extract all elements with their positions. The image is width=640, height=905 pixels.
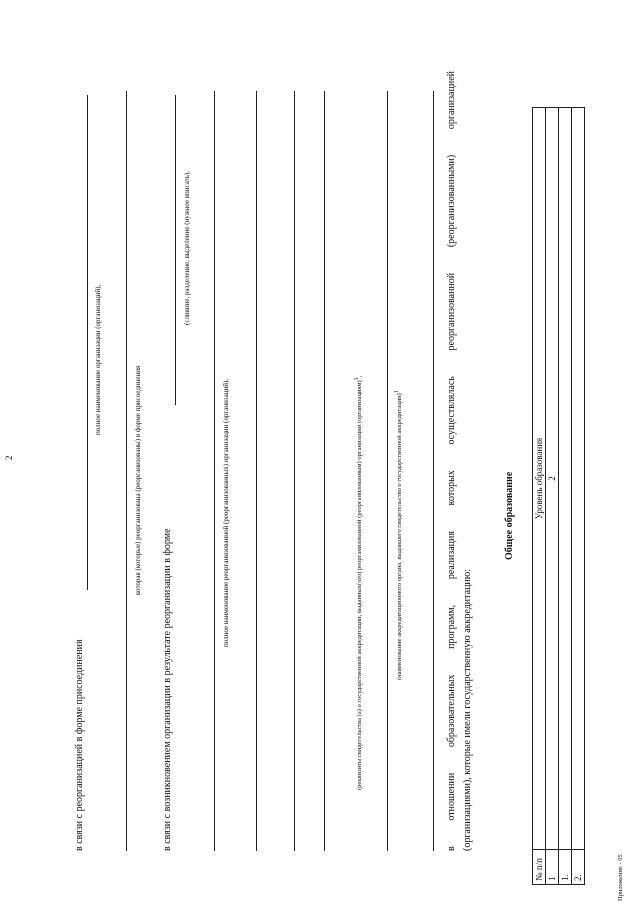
blank-line-2: [294, 91, 295, 851]
requisites-body-line: [387, 91, 388, 851]
table-header-row: [533, 108, 546, 885]
accession-caption-org-name: полное наименование организации (организаций),: [94, 284, 102, 435]
section-title: Общее образование: [504, 471, 515, 560]
index-cell-1: 1: [546, 850, 559, 885]
row-number: 2.: [572, 850, 585, 885]
blank-line-4: [433, 91, 434, 851]
header-cell-level: Уровень образования: [533, 108, 546, 850]
accession-caption-reorganized: которая (которые) реорганизована (реорганизованы) в форме присоединения: [134, 365, 142, 595]
footer-code: Приложение - 05: [617, 854, 624, 901]
emergence-name-line: [214, 91, 215, 851]
row-level: [559, 108, 572, 850]
emergence-form-line: [175, 95, 176, 405]
index-cell-2: 2: [546, 108, 559, 850]
education-table: [532, 107, 585, 885]
blank-line-1: [256, 91, 257, 851]
page-number: 2: [4, 455, 14, 460]
requisites-caption-body: (наименование аккредитационного органа, выдавшего свидетельство о государственной аккредитации)$^1$: [394, 390, 404, 680]
row-number: 1.: [559, 850, 572, 885]
requisites-caption: (реквизиты свидетельства (а) о государственной аккредитации, выданных(ого) реорганизованной (реорганизованным) организации (организациям)$^1$,: [354, 375, 364, 790]
row-level: [572, 108, 585, 850]
table-row: [572, 108, 585, 885]
table-row: [559, 108, 572, 885]
emergence-caption-form: (слияние, разделение, выделение (нужное вписать),: [183, 171, 191, 325]
blank-line-3: [324, 91, 325, 851]
programs-line-2: (организациями), которые имели государственную аккредитацию:: [462, 568, 473, 851]
table-index-row: [546, 108, 559, 885]
header-cell-number: № п/п: [533, 850, 546, 885]
accession-blank-line: [87, 95, 88, 590]
accession-name-line: [126, 91, 127, 851]
emergence-text: в связи с возникновением организации в результате реорганизации в форме: [162, 528, 173, 851]
emergence-caption-name: полное наименование реорганизованной (реорганизованных) организации (организаций),: [222, 378, 230, 647]
accession-text: в связи с реорганизацией в форме присоединения: [74, 639, 85, 851]
programs-line-1: в отношении образовательных программ, реализация которых осуществлялась реорганизованной (реорганизованными) организацией: [446, 71, 457, 851]
